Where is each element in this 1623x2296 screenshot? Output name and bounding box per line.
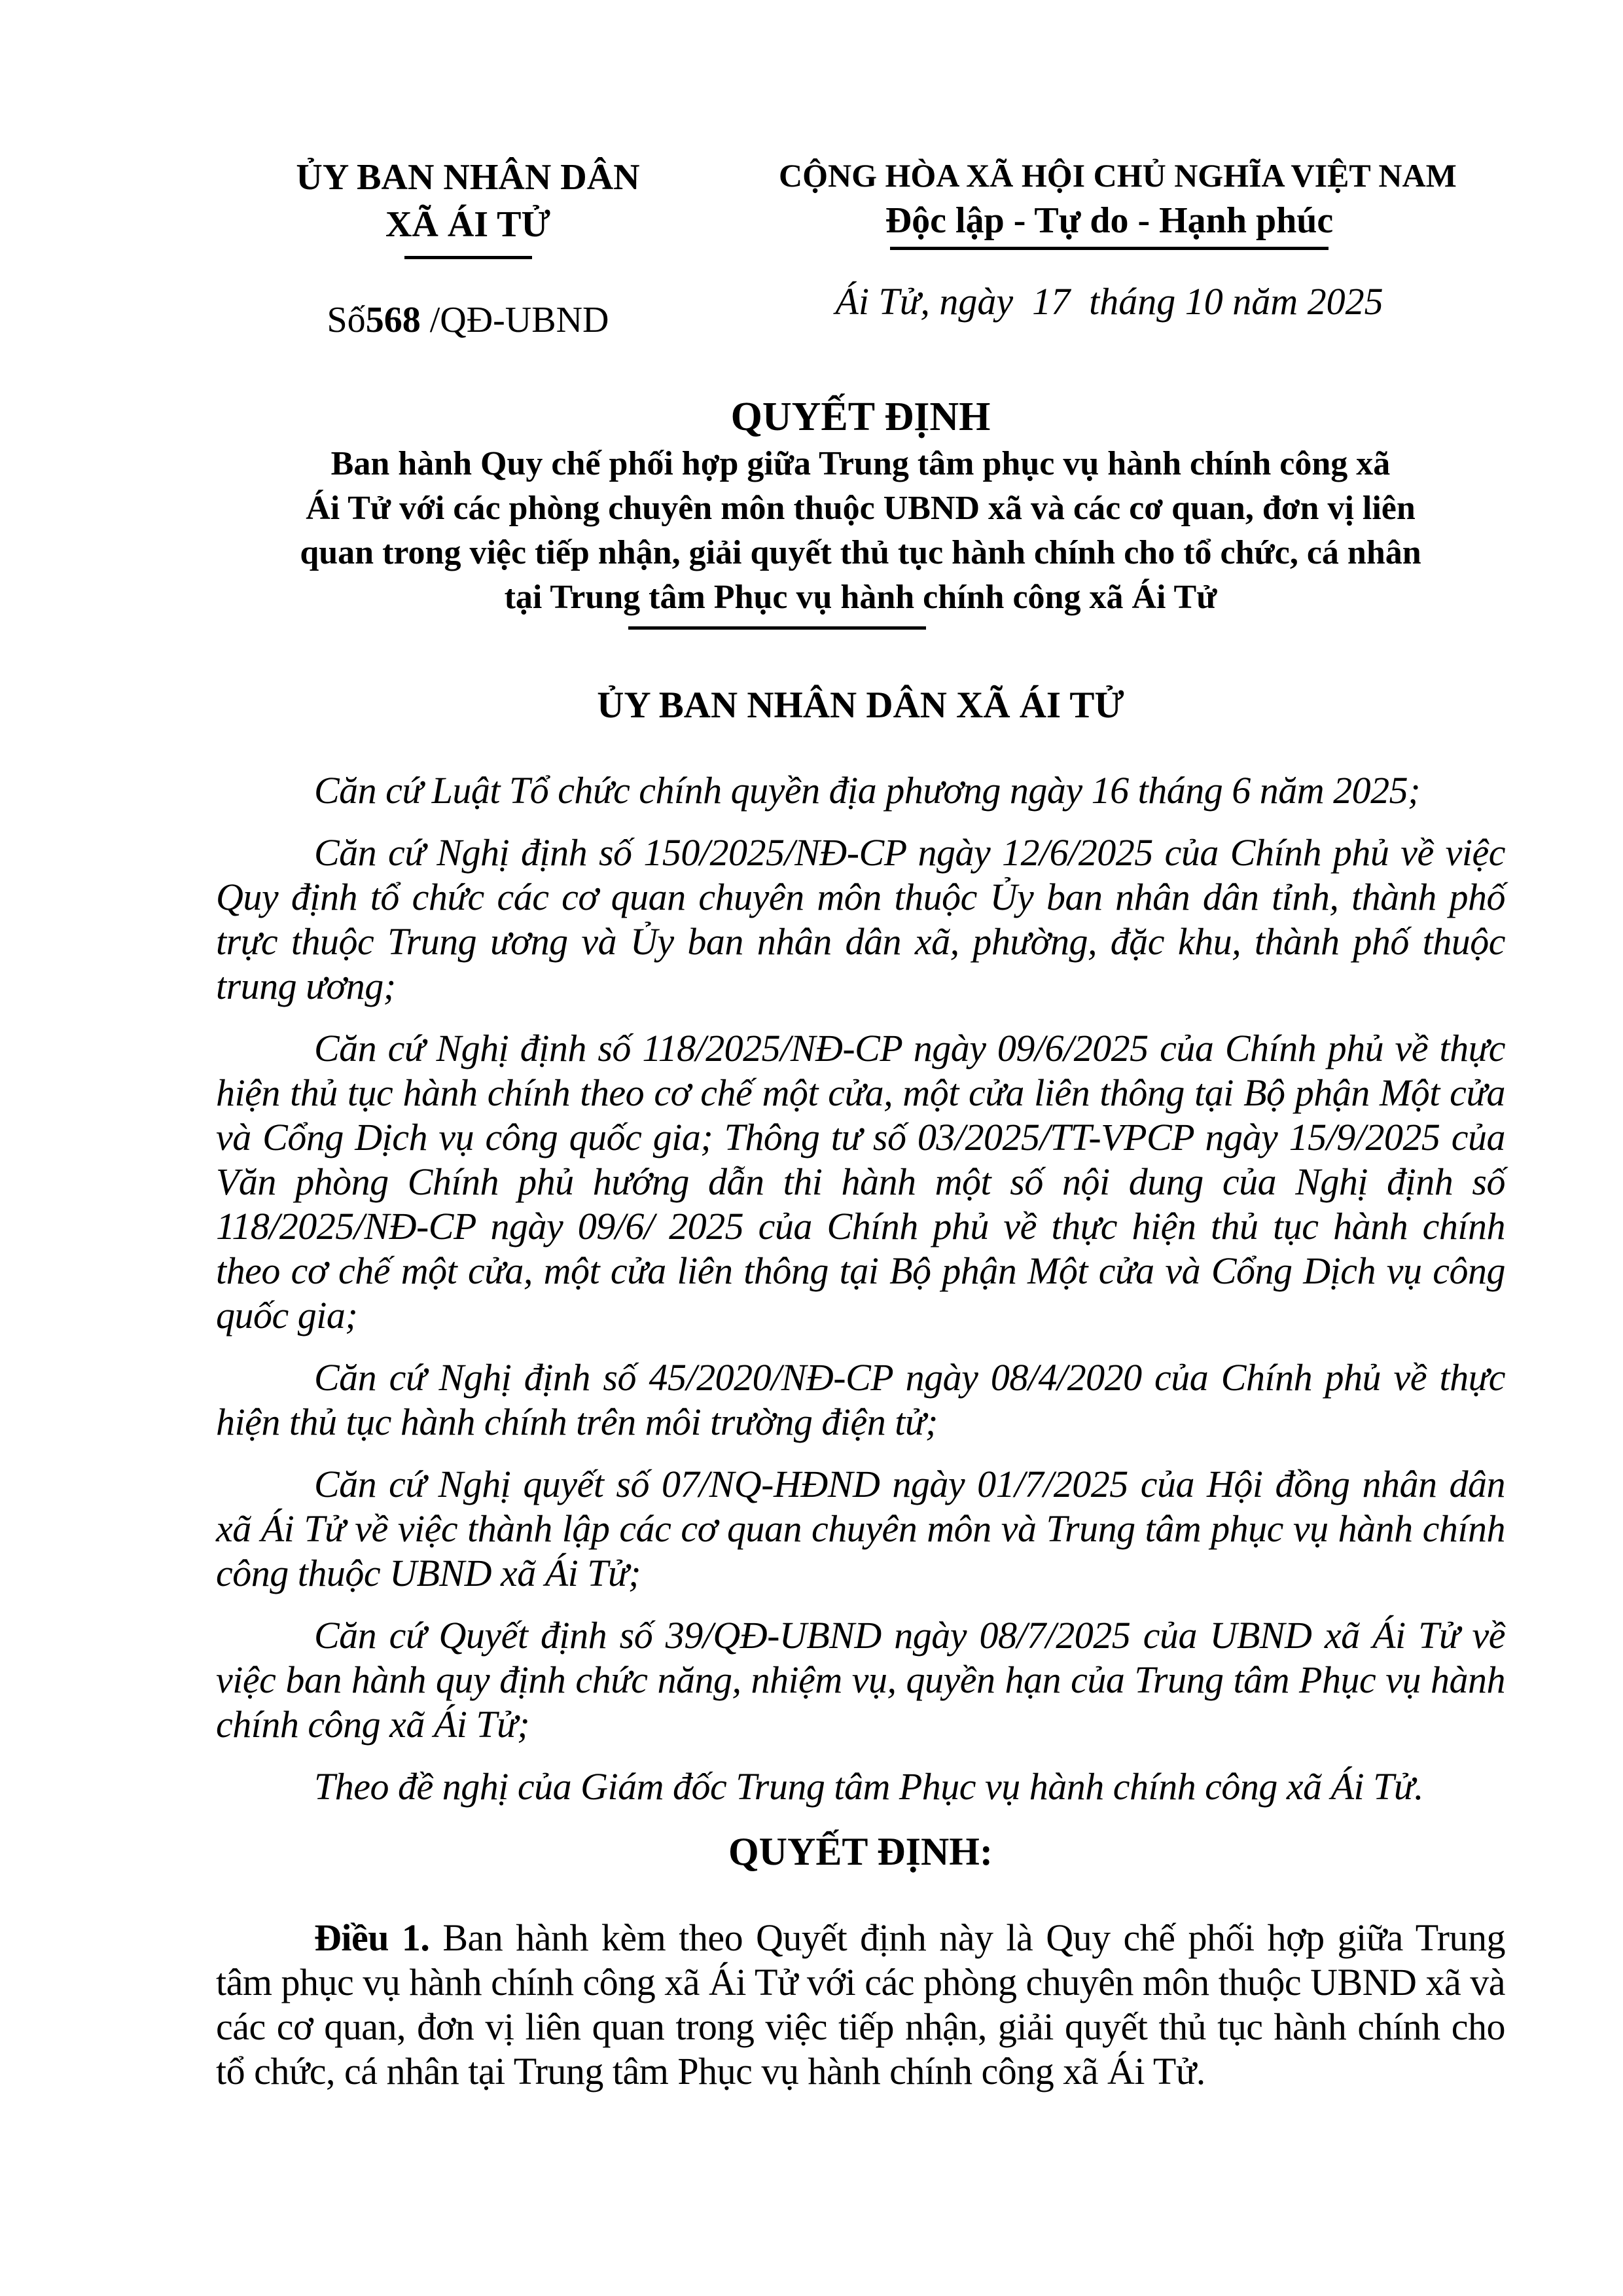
preamble-paragraph: Căn cứ Nghị quyết số 07/NQ-HĐND ngày 01/7/2025 của Hội đồng nhân dân xã Ái Tử về việc thành lập các cơ quan chuyên môn và Trung tâm phục vụ hành chính công thuộc UBND xã Ái Tử;: [216, 1463, 1505, 1594]
document-number-prefix: Số: [327, 300, 366, 340]
article-1-label: Điều 1.: [314, 1916, 430, 1959]
title-line: tại Trung tâm Phục vụ hành chính công xã Ái Tử: [504, 579, 1217, 616]
issuer-org-name: XÃ ÁI TỬ: [385, 204, 551, 245]
title-line: Ái Tử với các phòng chuyên môn thuộc UBND xã và các cơ quan, đơn vị liên: [306, 490, 1416, 527]
preamble-paragraph: Căn cứ Nghị định số 118/2025/NĐ-CP ngày 09/6/2025 của Chính phủ về thực hiện thủ tục hành chính theo cơ chế một cửa, một cửa liên thông tại Bộ phận Một cửa và Cổng Dịch vụ công quốc gia; Thông tư số 03/2025/TT-VPCP ngày 15/9/2025 của Văn phòng Chính phủ hướng dẫn thi hành một số nội dung của Nghị định số 118/2025/NĐ-CP ngày 09/6/ 2025 của Chính phủ về thực hiện thủ tục hành chính theo cơ chế một cửa, một cửa liên thông tại Bộ phận Một cửa và Cổng Dịch vụ công quốc gia;: [216, 1027, 1505, 1336]
issuer-block: [216, 154, 720, 343]
issuer-parent-org: ỦY BAN NHÂN DÂN: [296, 157, 640, 198]
document-header: [216, 154, 1505, 343]
article-1: [216, 1916, 1505, 2094]
preamble-paragraph: Căn cứ Quyết định số 39/QĐ-UBND ngày 08/7/2025 của UBND xã Ái Tử về việc ban hành quy định chức năng, nhiệm vụ, quyền hạn của Trung tâm Phục vụ hành chính công xã Ái Tử;: [216, 1614, 1505, 1746]
preamble: [216, 768, 1505, 1809]
article-1-text: Ban hành kèm theo Quyết định này là Quy chế phối hợp giữa Trung tâm phục vụ hành chính công xã Ái Tử với các phòng chuyên môn thuộc UBND xã và các cơ quan, đơn vị liên quan trong việc tiếp nhận, giải quyết thủ tục hành chính cho tổ chức, cá nhân tại Trung tâm Phục vụ hành chính công xã Ái Tử.: [216, 1916, 1505, 2092]
decision-heading: QUYẾT ĐỊNH:: [728, 1830, 993, 1873]
document-number-value: 568: [365, 300, 421, 340]
document-type-heading: QUYẾT ĐỊNH: [730, 395, 991, 439]
title-lines: [216, 442, 1505, 620]
place-date-line: Ái Tử, ngày 17 tháng 10 năm 2025: [835, 280, 1383, 323]
preamble-paragraph: Căn cứ Nghị định số 150/2025/NĐ-CP ngày 12/6/2025 của Chính phủ về việc Quy định tổ chức các cơ quan chuyên môn thuộc Ủy ban nhân dân tỉnh, thành phố trực thuộc Trung ương và Ủy ban nhân dân xã, phường, đặc khu, thành phố thuộc trung ương;: [216, 831, 1505, 1007]
document-number-suffix: /QĐ-UBND: [420, 300, 609, 340]
preamble-paragraph: Căn cứ Luật Tổ chức chính quyền địa phương ngày 16 tháng 6 năm 2025;: [314, 769, 1420, 812]
preamble-paragraph: Theo đề nghị của Giám đốc Trung tâm Phục vụ hành chính công xã Ái Tử.: [314, 1765, 1424, 1808]
national-block: [779, 154, 1457, 326]
preamble-paragraph: Căn cứ Nghị định số 45/2020/NĐ-CP ngày 08/4/2020 của Chính phủ về thực hiện thủ tục hành chính trên môi trường điện tử;: [216, 1356, 1505, 1443]
motto-underline: [890, 247, 1329, 250]
authority-heading: ỦY BAN NHÂN DÂN XÃ ÁI TỬ: [597, 685, 1124, 726]
national-name-line: CỘNG HÒA XÃ HỘI CHỦ NGHĨA VIỆT NAM: [779, 157, 1457, 194]
title-line: Ban hành Quy chế phối hợp giữa Trung tâm phục vụ hành chính công xã: [330, 445, 1391, 482]
title-block: [216, 392, 1505, 630]
issuer-underline: [404, 256, 532, 259]
title-underline: [628, 626, 926, 630]
national-motto-line: Độc lập - Tự do - Hạnh phúc: [885, 200, 1334, 241]
document-number: [216, 297, 720, 343]
title-line: quan trong việc tiếp nhận, giải quyết thủ tục hành chính cho tổ chức, cá nhân: [300, 534, 1421, 571]
